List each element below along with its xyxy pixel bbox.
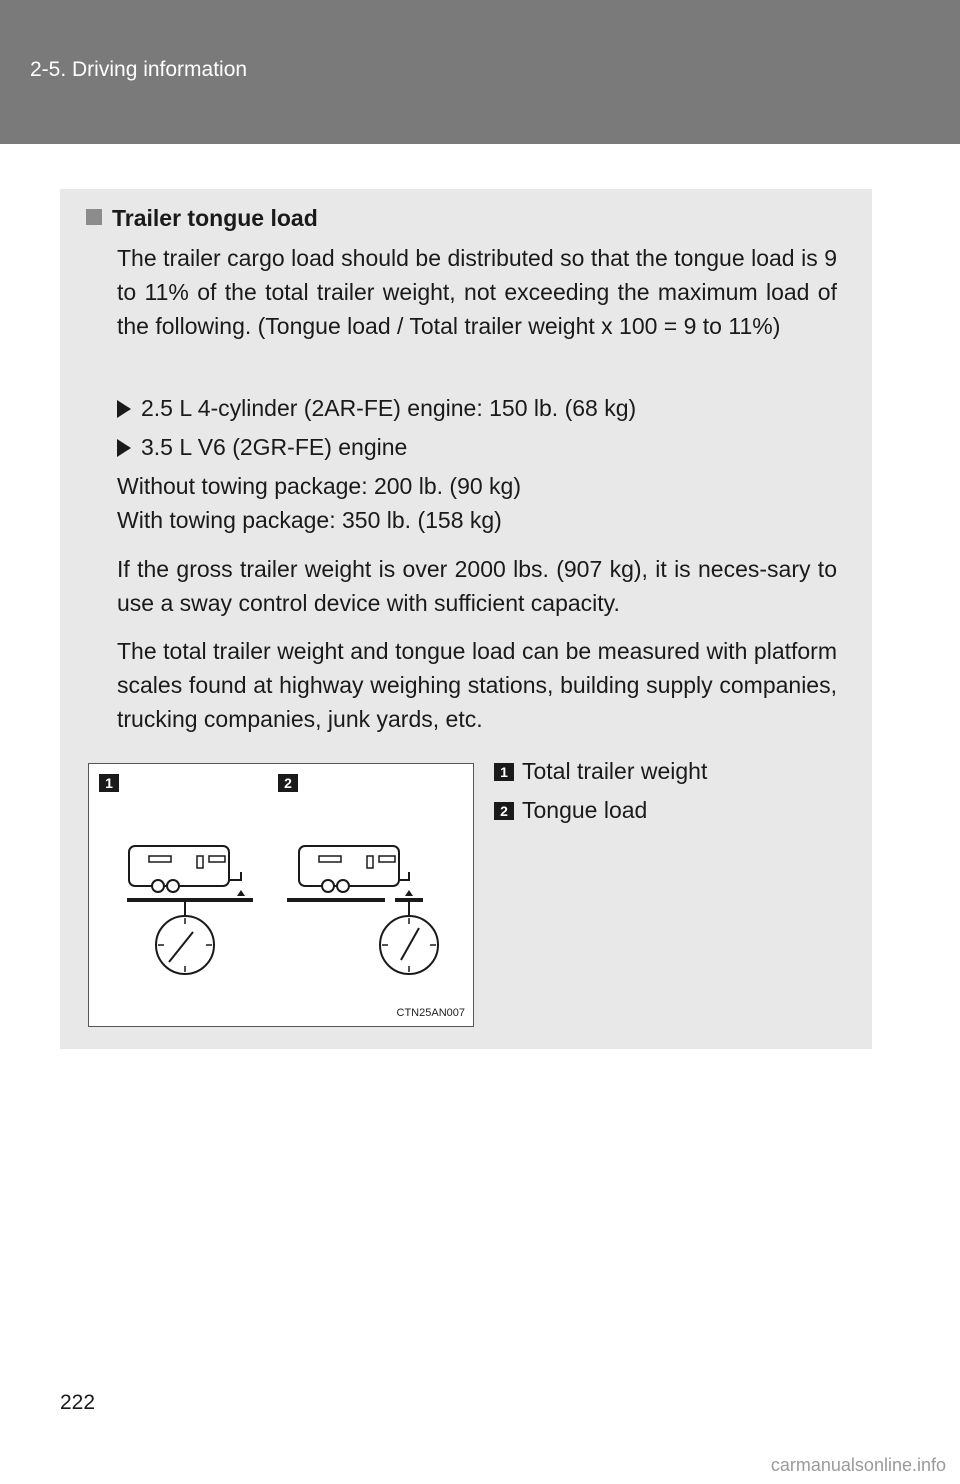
with-towing-text: With towing package: 350 lb. (158 kg): [117, 507, 502, 533]
trailer-scale-illustration: [88, 763, 474, 1027]
trailer-icon-left: [129, 846, 245, 896]
without-towing-text: Without towing package: 200 lb. (90 kg): [117, 473, 522, 499]
trailer-diagram: [89, 764, 473, 1026]
square-bullet-icon: [86, 209, 102, 225]
watermark: carmanualsonline.info: [770, 1455, 946, 1475]
bullet-item-1: [117, 391, 636, 425]
scale-dial-left-icon: [156, 916, 214, 974]
section-heading: [86, 205, 318, 232]
scale-dial-right-icon: [380, 916, 438, 974]
figure-badge-2: 2: [278, 774, 298, 792]
page-header: [0, 0, 960, 144]
bullet-item-2: [117, 430, 407, 464]
figure-badge-1: 1: [99, 774, 119, 792]
figure-code: CTN25AN007: [396, 1007, 465, 1019]
page-number: 222: [60, 1391, 96, 1414]
legend-item-1: [494, 758, 707, 785]
bullet-text: 3.5 L V6 (2GR-FE) engine: [141, 434, 408, 460]
trailer-icon-right: [299, 846, 413, 896]
legend-label: Tongue load: [522, 797, 648, 823]
intro-paragraph: The trailer cargo load should be distributed so that the tongue load is 9 to 11% of the total trailer weight, not exceeding the maximum load of the following. (Tongue load / Total trailer weight x 100 = 9 to 11%): [117, 245, 837, 339]
bullet-text: 2.5 L 4-cylinder (2AR-FE) engine: 150 lb. (68 kg): [141, 395, 637, 421]
triangle-bullet-icon: [117, 439, 131, 457]
section-title: 2-5. Driving information: [30, 58, 248, 81]
scales-paragraph: The total trailer weight and tongue load can be measured with platform scales found at highway weighing stations, building supply companies, trucking companies, junk yards, etc.: [117, 638, 837, 732]
legend-label: Total trailer weight: [522, 758, 708, 784]
legend-item-2: [494, 797, 647, 824]
legend-badge: 1: [494, 763, 514, 781]
triangle-bullet-icon: [117, 400, 131, 418]
heading-text: Trailer tongue load: [112, 205, 318, 231]
sway-paragraph: If the gross trailer weight is over 2000 lbs. (907 kg), it is neces-sary to use a sway control device with sufficient capacity.: [117, 556, 837, 616]
legend-badge: 2: [494, 802, 514, 820]
